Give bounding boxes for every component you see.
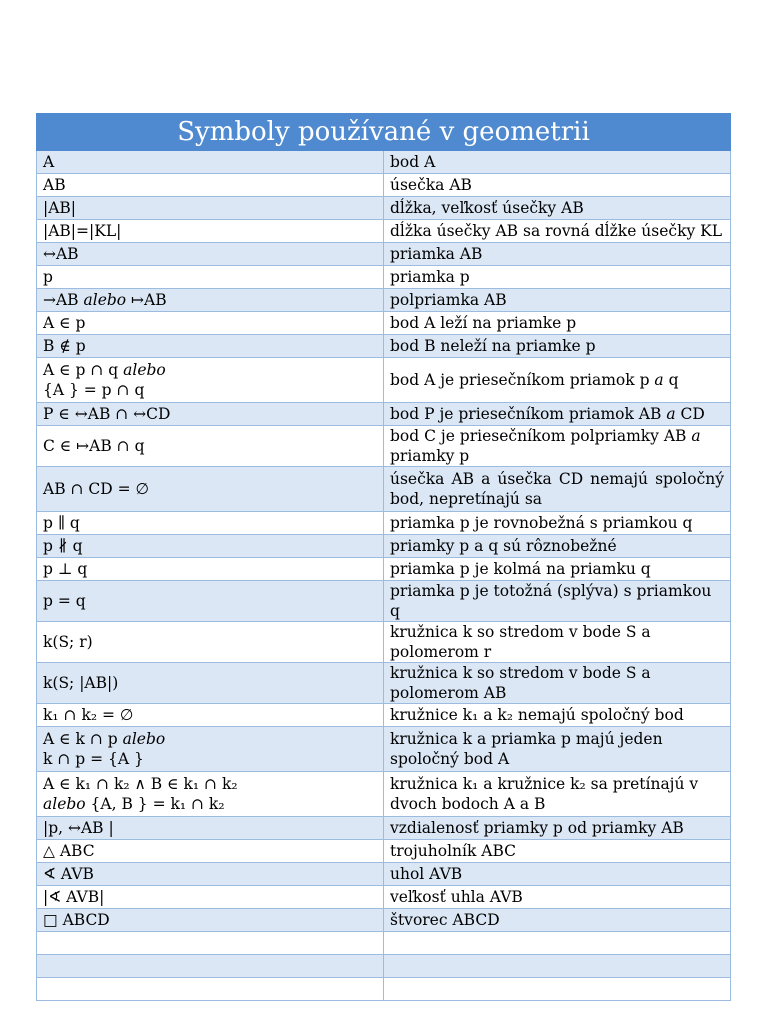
symbol-cell: A: [37, 151, 384, 174]
symbol-cell: [37, 727, 384, 772]
alebo-word: alebo: [83, 291, 127, 309]
table-row: [37, 886, 731, 909]
italic-a: a: [691, 427, 701, 445]
description-cell: trojuholník ABC: [384, 840, 731, 863]
table-row: [37, 403, 731, 426]
table-row: [37, 243, 731, 266]
table-row: [37, 220, 731, 243]
description-cell: priamka p: [384, 266, 731, 289]
table-row: [37, 840, 731, 863]
description-cell: [384, 426, 731, 467]
symbols-table: [36, 113, 731, 1001]
symbol-cell: A ∈ p: [37, 312, 384, 335]
table-row: [37, 197, 731, 220]
table-row: [37, 663, 731, 704]
description-cell: dĺžka úsečky AB sa rovná dĺžke úsečky KL: [384, 220, 731, 243]
symbol-cell: p ∦ q: [37, 535, 384, 558]
table-row: [37, 622, 731, 663]
description-cell: kružnica k so stredom v bode S a polomerom r: [384, 622, 731, 663]
description-cell: priamka p je rovnobežná s priamkou q: [384, 512, 731, 535]
description-cell: uhol AVB: [384, 863, 731, 886]
description-cell: kružnica k so stredom v bode S a polomerom AB: [384, 663, 731, 704]
symbol-cell: [37, 772, 384, 817]
description-part: bod A je priesečníkom priamok p: [390, 371, 655, 389]
table-row: [37, 151, 731, 174]
table-row: [37, 335, 731, 358]
symbol-cell: |AB|: [37, 197, 384, 220]
description-cell: priamka AB: [384, 243, 731, 266]
description-cell: bod A leží na priamke p: [384, 312, 731, 335]
symbol-cell: □ ABCD: [37, 909, 384, 932]
description-cell: štvorec ABCD: [384, 909, 731, 932]
symbol-cell: [37, 289, 384, 312]
empty-row: [37, 955, 731, 978]
description-cell: bod A: [384, 151, 731, 174]
symbol-cell: p = q: [37, 581, 384, 622]
symbol-cell: B ∉ p: [37, 335, 384, 358]
symbol-part: A ∈ p ∩ q: [43, 361, 124, 379]
description-cell: úsečka AB: [384, 174, 731, 197]
empty-cell: [37, 955, 384, 978]
symbol-cell: p: [37, 266, 384, 289]
empty-row: [37, 978, 731, 1001]
table-row: [37, 312, 731, 335]
table-row: [37, 512, 731, 535]
symbol-cell: k(S; r): [37, 622, 384, 663]
symbol-cell: AB ∩ CD = ∅: [37, 467, 384, 512]
table-row: [37, 772, 731, 817]
table-row: [37, 817, 731, 840]
description-part: priamky p: [390, 447, 470, 465]
symbol-cell: p ⊥ q: [37, 558, 384, 581]
empty-cell: [384, 955, 731, 978]
description-part: bod P je priesečníkom priamok AB: [390, 405, 667, 423]
symbol-cell: ∢ AVB: [37, 863, 384, 886]
description-cell: veľkosť uhla AVB: [384, 886, 731, 909]
symbol-cell: |p, ↔AB |: [37, 817, 384, 840]
symbol-part: {A } = p ∩ q: [43, 381, 145, 399]
symbol-part: A ∈ k₁ ∩ k₂ ∧ B ∈ k₁ ∩ k₂: [43, 775, 238, 793]
symbol-cell: k₁ ∩ k₂ = ∅: [37, 704, 384, 727]
table-row: [37, 909, 731, 932]
description-cell: úsečka AB a úsečka CD nemajú spoločný bod, nepretínajú sa: [384, 467, 731, 512]
table-row: [37, 266, 731, 289]
symbol-cell: P ∈ ↔AB ∩ ↔CD: [37, 403, 384, 426]
symbol-part: →AB: [43, 291, 84, 309]
empty-cell: [384, 932, 731, 955]
symbol-part: A ∈ k ∩ p: [43, 730, 123, 748]
description-part: q: [663, 371, 679, 389]
symbol-part: {A, B } = k₁ ∩ k₂: [85, 795, 225, 813]
symbol-cell: p ∥ q: [37, 512, 384, 535]
description-part: bod C je priesečníkom polpriamky AB: [390, 427, 692, 445]
table-row: [37, 426, 731, 467]
description-cell: priamky p a q sú rôznobežné: [384, 535, 731, 558]
table-row: [37, 581, 731, 622]
symbol-cell: |∢ AVB|: [37, 886, 384, 909]
symbol-part: k ∩ p = {A }: [43, 750, 144, 768]
description-cell: priamka p je kolmá na priamku q: [384, 558, 731, 581]
description-cell: polpriamka AB: [384, 289, 731, 312]
description-cell: kružnica k a priamka p majú jeden spoločný bod A: [384, 727, 731, 772]
description-cell: dĺžka, veľkosť úsečky AB: [384, 197, 731, 220]
description-cell: [384, 403, 731, 426]
description-cell: bod B neleží na priamke p: [384, 335, 731, 358]
description-part: CD: [675, 405, 705, 423]
description-cell: vzdialenosť priamky p od priamky AB: [384, 817, 731, 840]
empty-cell: [37, 932, 384, 955]
table-row: [37, 863, 731, 886]
alebo-word: alebo: [122, 730, 166, 748]
symbol-cell: C ∈ ↦AB ∩ q: [37, 426, 384, 467]
description-cell: [384, 358, 731, 403]
symbol-cell: △ ABC: [37, 840, 384, 863]
table-row: [37, 289, 731, 312]
table-row: [37, 727, 731, 772]
table-row: [37, 174, 731, 197]
italic-a: a: [654, 371, 664, 389]
symbol-cell: k(S; |AB|): [37, 663, 384, 704]
alebo-word: alebo: [43, 795, 86, 813]
table-title-row: [37, 114, 731, 151]
description-cell: priamka p je totožná (splýva) s priamkou q: [384, 581, 731, 622]
table-row: [37, 467, 731, 512]
symbol-cell: |AB|=|KL|: [37, 220, 384, 243]
table-row: [37, 704, 731, 727]
description-cell: kružnica k₁ a kružnice k₂ sa pretínajú v dvoch bodoch A a B: [384, 772, 731, 817]
symbol-part: ↦AB: [126, 291, 167, 309]
empty-cell: [384, 978, 731, 1001]
table-row: [37, 358, 731, 403]
table-row: [37, 558, 731, 581]
description-cell: kružnice k₁ a k₂ nemajú spoločný bod: [384, 704, 731, 727]
table-row: [37, 535, 731, 558]
empty-row: [37, 932, 731, 955]
symbol-cell: AB: [37, 174, 384, 197]
table-title: Symboly používané v geometrii: [37, 114, 731, 151]
empty-cell: [37, 978, 384, 1001]
alebo-word: alebo: [123, 361, 166, 379]
symbol-cell: ↔AB: [37, 243, 384, 266]
italic-a: a: [666, 405, 676, 423]
symbol-cell: [37, 358, 384, 403]
